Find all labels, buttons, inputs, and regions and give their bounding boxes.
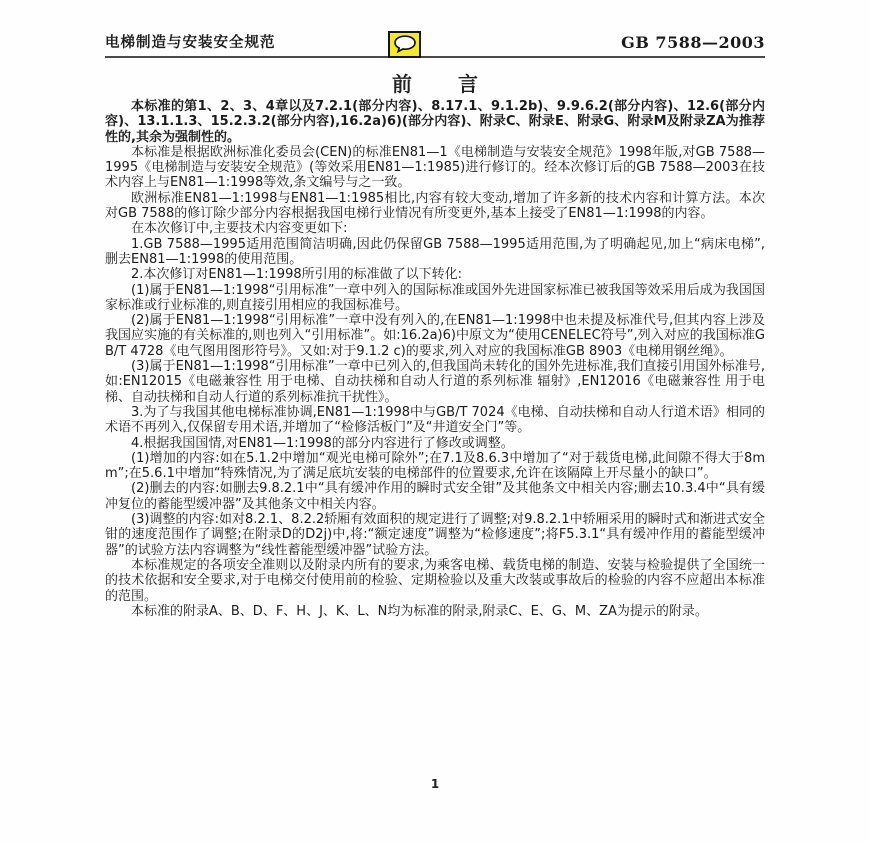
section-title-char-1: 前	[392, 72, 412, 96]
paragraph: 3.为了与我国其他电梯标准协调,EN81—1:1998中与GB/T 7024《电梯、自动扶梯和自动人行道术语》相同的术语不再列入,仅保留专用术语,并增加了“检修活板门”及“井道安全门”等。	[105, 404, 765, 436]
paragraph: (2)属于EN81—1:1998“引用标准”一章中没有列入的,在EN81—1:1998中也未提及标准代号,但其内容上涉及我国应实施的有关标准的,则也列入“引用标准”。如:16.2a)6)中原文为“使用CENELEC符号”,列入对应的我国标准GB/T 4728《电气图用图形符号》。又如:对于9.1.2 c)的要求,列入对应的我国标准GB 8903《电梯用钢丝绳》。	[105, 313, 765, 359]
paragraph: (2)删去的内容:如删去9.8.2.1中“具有缓冲作用的瞬时式安全钳”及其他条文中相关内容;删去10.3.4中“具有缓冲复位的蓄能型缓冲器”及其他条文中相关内容。	[105, 481, 765, 512]
paragraph: 4.根据我国国情,对EN81—1:1998的部分内容进行了修改或调整。	[131, 435, 514, 451]
page-header	[105, 29, 765, 58]
paragraph: 本标准的附录A、B、D、F、H、J、K、L、N均为标准的附录,附录C、E、G、M、ZA为提示的附录。	[131, 603, 708, 619]
paragraph: 在本次修订中,主要技术内容变更如下:	[131, 221, 348, 237]
comment-annotation-icon[interactable]	[388, 31, 421, 58]
paragraph: 本标准的第1、2、3、4章以及7.2.1(部分内容)、8.17.1、9.1.2b)、9.9.6.2(部分内容)、12.6(部分内容)、13.1.1.3、15.2.3.2(部分内容),16.2a)6)(部分内容)、附录C、附录E、附录G、附录M及附录ZA为推荐性的,其余为强制性的。	[105, 99, 765, 145]
standard-code: GB 7588—2003	[621, 33, 765, 52]
section-title	[0, 68, 870, 96]
speech-bubble-icon	[393, 35, 417, 54]
paragraph: 本标准是根据欧洲标准化委员会(CEN)的标准EN81—1《电梯制造与安装安全规范》1998年版,对GB 7588—1995《电梯制造与安装安全规范》(等效采用EN81—1:1985)进行修订的。经本次修订后的GB 7588—2003在技术内容上与EN81—1:1998等效,条文编号与之一致。	[105, 144, 765, 191]
paragraph: (3)调整的内容:如对8.2.1、8.2.2轿厢有效面积的规定进行了调整;对9.8.2.1中轿厢采用的瞬时式和渐进式安全钳的速度范围作了调整;在附录D的D2j)中,将:“额定速度”调整为“检修速度”;将F5.3.1“具有缓冲作用的蓄能型缓冲器”的试验方法内容调整为“线性蓄能型缓冲器”试验方法。	[105, 512, 765, 558]
paragraph: (1)增加的内容:如在5.1.2中增加“观光电梯可除外”;在7.1及8.6.3中增加了“对于载货电梯,此间隙不得大于8mm”;在5.6.1中增加“特殊情况,为了满足底坑安装的电梯部件的位置要求,允许在该隔障上开尽量小的缺口”。	[105, 450, 765, 482]
paragraph: 1.GB 7588—1995适用范围简洁明确,因此仍保留GB 7588—1995适用范围,为了明确起见,加上“病床电梯”,删去EN81—1:1998的使用范围。	[105, 236, 765, 267]
document-body	[105, 99, 765, 619]
paragraph: 本标准规定的各项安全准则以及附录内所有的要求,为乘客电梯、载货电梯的制造、安装与检验提供了全国统一的技术依据和安全要求,对于电梯交付使用前的检验、定期检验以及重大改装或事故后的检验的内容不应超出本标准的范围。	[105, 557, 765, 604]
section-title-char-2: 言	[458, 72, 478, 96]
page-number: 1	[430, 777, 440, 791]
paragraph: 2.本次修订对EN81—1:1998所引用的标准做了以下转化:	[131, 267, 462, 283]
paragraph: 欧洲标准EN81—1:1998与EN81—1:1985相比,内容有较大变动,增加了许多新的技术内容和计算方法。本次对GB 7588的修订除少部分内容根据我国电梯行业情况有所变更外,基本上接受了EN81—1:1998的内容。	[105, 190, 765, 222]
paragraph: (3)属于EN81—1:1998“引用标准”一章中已列入的,但我国尚未转化的国外先进标准,我们直接引用国外标准号,如:EN12015《电磁兼容性 用于电梯、自动扶梯和自动人行道的系列标准 辐射》,EN12016《电磁兼容性 用于电梯、自动扶梯和自动人行道的系列标准抗干扰性》。	[105, 359, 765, 405]
paragraph: (1)属于EN81—1:1998“引用标准”一章中列入的国际标准或国外先进国家标准已被我国等效采用后成为我国国家标准或行业标准的,则直接引用相应的我国标准号。	[105, 282, 765, 313]
running-title: 电梯制造与安装安全规范	[105, 35, 276, 51]
